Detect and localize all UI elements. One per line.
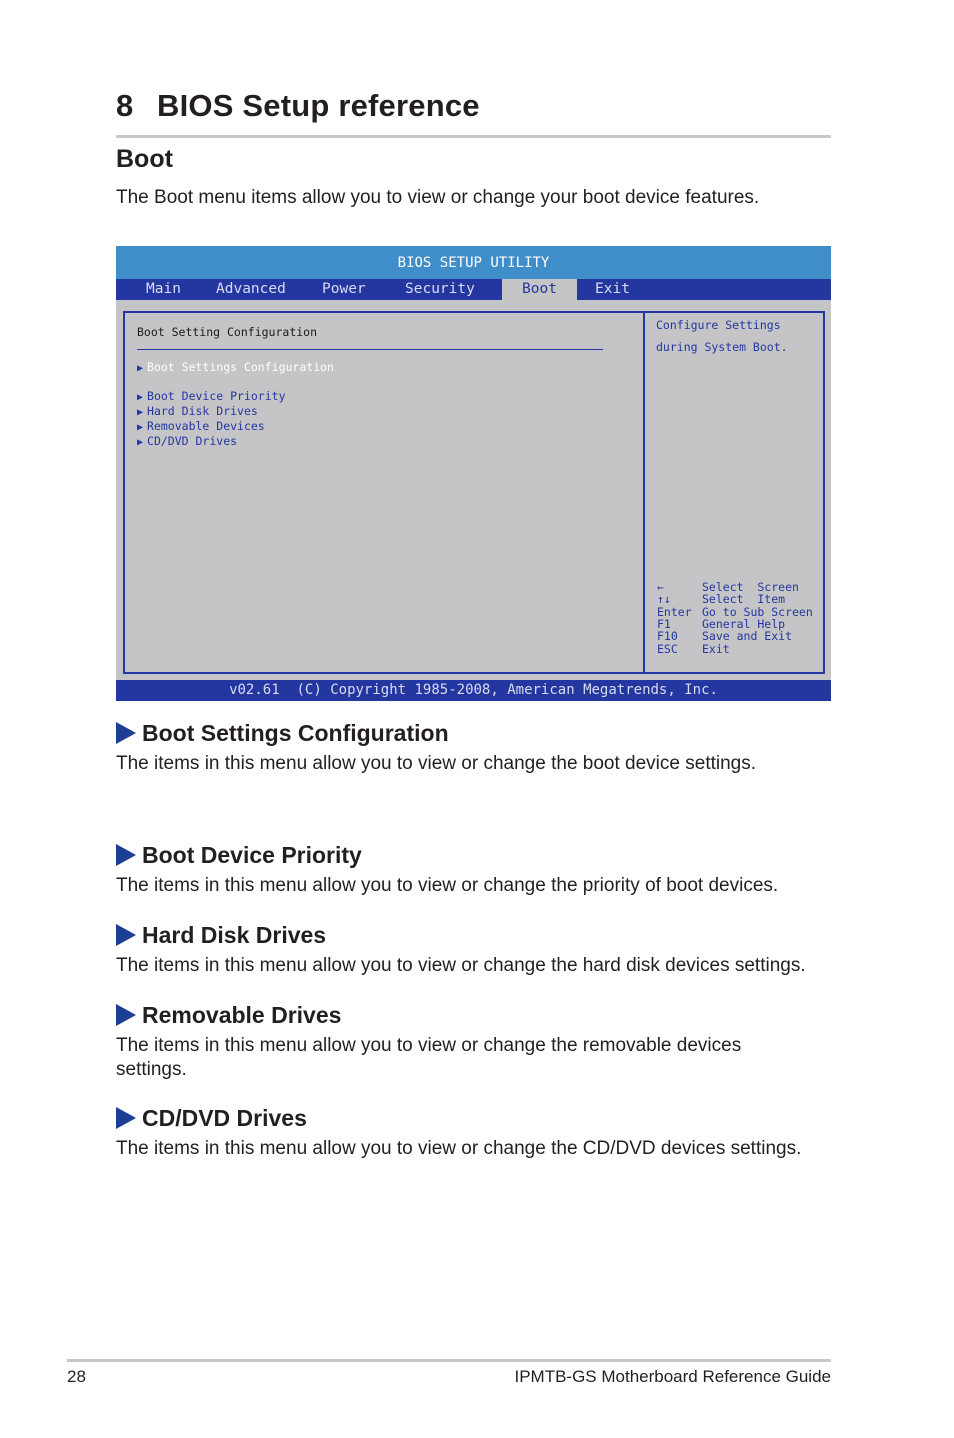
triangle-bullet-icon: [116, 1107, 136, 1129]
subsection-body: The items in this menu allow you to view or change the removable devices settings.: [116, 1035, 742, 1080]
key-left-arrow-icon: ←: [657, 580, 664, 594]
subsection-heading: [116, 1002, 832, 1028]
bios-copyright-bar: v02.61 (C) Copyright 1985-2008, American Megatrends, Inc.: [116, 680, 831, 701]
subsection-title: Boot Device Priority: [142, 841, 362, 868]
bios-item-label: Boot Settings Configuration: [147, 360, 334, 374]
bios-help-line-1: Configure Settings: [656, 318, 781, 332]
subsection-body: The items in this menu allow you to view or change the CD/DVD devices settings.: [116, 1138, 802, 1159]
triangle-bullet-icon: [116, 722, 136, 744]
footer-divider: [67, 1359, 831, 1362]
key-esc: ESC: [657, 642, 678, 656]
triangle-bullet-icon: [116, 1004, 136, 1026]
tab-security[interactable]: Security: [405, 281, 475, 297]
chapter-title-text: BIOS Setup reference: [157, 88, 480, 123]
subsection-cd-dvd-drives: [116, 1105, 832, 1161]
triangle-right-icon: ▶: [137, 422, 144, 433]
section-title: Boot: [116, 145, 173, 173]
chapter-number: 8: [116, 88, 134, 123]
bios-screen: [116, 246, 831, 701]
bios-title-bar: BIOS SETUP UTILITY: [116, 246, 831, 279]
bios-item-removable-devices[interactable]: [137, 419, 265, 433]
subsection-title: Removable Drives: [142, 1001, 342, 1028]
chapter-divider: [116, 135, 831, 138]
bios-help-line-2: during System Boot.: [656, 340, 788, 354]
key-desc-save-exit: Save and Exit: [702, 629, 793, 643]
triangle-right-icon: ▶: [137, 437, 144, 448]
guide-title: IPMTB-GS Motherboard Reference Guide: [514, 1367, 831, 1386]
triangle-bullet-icon: [116, 924, 136, 946]
key-enter: Enter: [657, 605, 692, 619]
bios-tab-bar: [116, 279, 831, 300]
bios-item-label: Removable Devices: [147, 419, 265, 433]
subsection-title: Boot Settings Configuration: [142, 719, 449, 746]
subsection-heading: [116, 842, 832, 868]
subsection-boot-settings-configuration: [116, 720, 832, 776]
bios-item-label: CD/DVD Drives: [147, 434, 238, 448]
tab-boot[interactable]: Boot: [502, 279, 577, 300]
bios-item-boot-device-priority[interactable]: [137, 389, 286, 403]
subsection-body: The items in this menu allow you to view or change the boot device settings.: [116, 753, 757, 774]
bios-item-label: Hard Disk Drives: [147, 404, 258, 418]
subsection-body: The items in this menu allow you to view or change the hard disk devices settings.: [116, 955, 806, 976]
triangle-bullet-icon: [116, 844, 136, 866]
bios-item-cd-dvd-drives[interactable]: [137, 434, 237, 448]
subsection-removable-drives: [116, 1002, 832, 1082]
subsection-hard-disk-drives: [116, 922, 832, 978]
section-intro: The Boot menu items allow you to view or change your boot device features.: [116, 187, 760, 208]
key-desc-select-item: Select Item: [702, 592, 786, 606]
tab-power[interactable]: Power: [322, 281, 366, 297]
subsection-body: The items in this menu allow you to view or change the priority of boot devices.: [116, 875, 779, 896]
subsection-title: Hard Disk Drives: [142, 921, 327, 948]
key-desc-exit: Exit: [702, 642, 730, 656]
key-f10: F10: [657, 629, 678, 643]
tab-main[interactable]: Main: [146, 281, 181, 297]
bios-item-boot-settings-configuration[interactable]: [137, 360, 334, 374]
key-desc-sub-screen: Go to Sub Screen: [702, 605, 813, 619]
bios-heading-underline: [137, 349, 603, 350]
subsection-boot-device-priority: [116, 842, 832, 898]
page-number: 28: [67, 1367, 86, 1386]
subsection-heading: [116, 1105, 832, 1131]
subsection-title: CD/DVD Drives: [142, 1104, 307, 1131]
key-desc-general-help: General Help: [702, 617, 786, 631]
key-f1: F1: [657, 617, 671, 631]
triangle-right-icon: ▶: [137, 363, 144, 374]
bios-heading: Boot Setting Configuration: [137, 325, 318, 339]
key-desc-select-screen: Select Screen: [702, 580, 799, 594]
tab-exit[interactable]: Exit: [595, 281, 630, 297]
bios-item-hard-disk-drives[interactable]: [137, 404, 258, 418]
chapter-title: [116, 88, 480, 124]
bios-item-label: Boot Device Priority: [147, 389, 286, 403]
subsection-heading: [116, 720, 832, 746]
triangle-right-icon: ▶: [137, 407, 144, 418]
tab-advanced[interactable]: Advanced: [216, 281, 286, 297]
subsection-heading: [116, 922, 832, 948]
triangle-right-icon: ▶: [137, 392, 144, 403]
key-up-down-arrow-icon: ↑↓: [657, 592, 671, 606]
